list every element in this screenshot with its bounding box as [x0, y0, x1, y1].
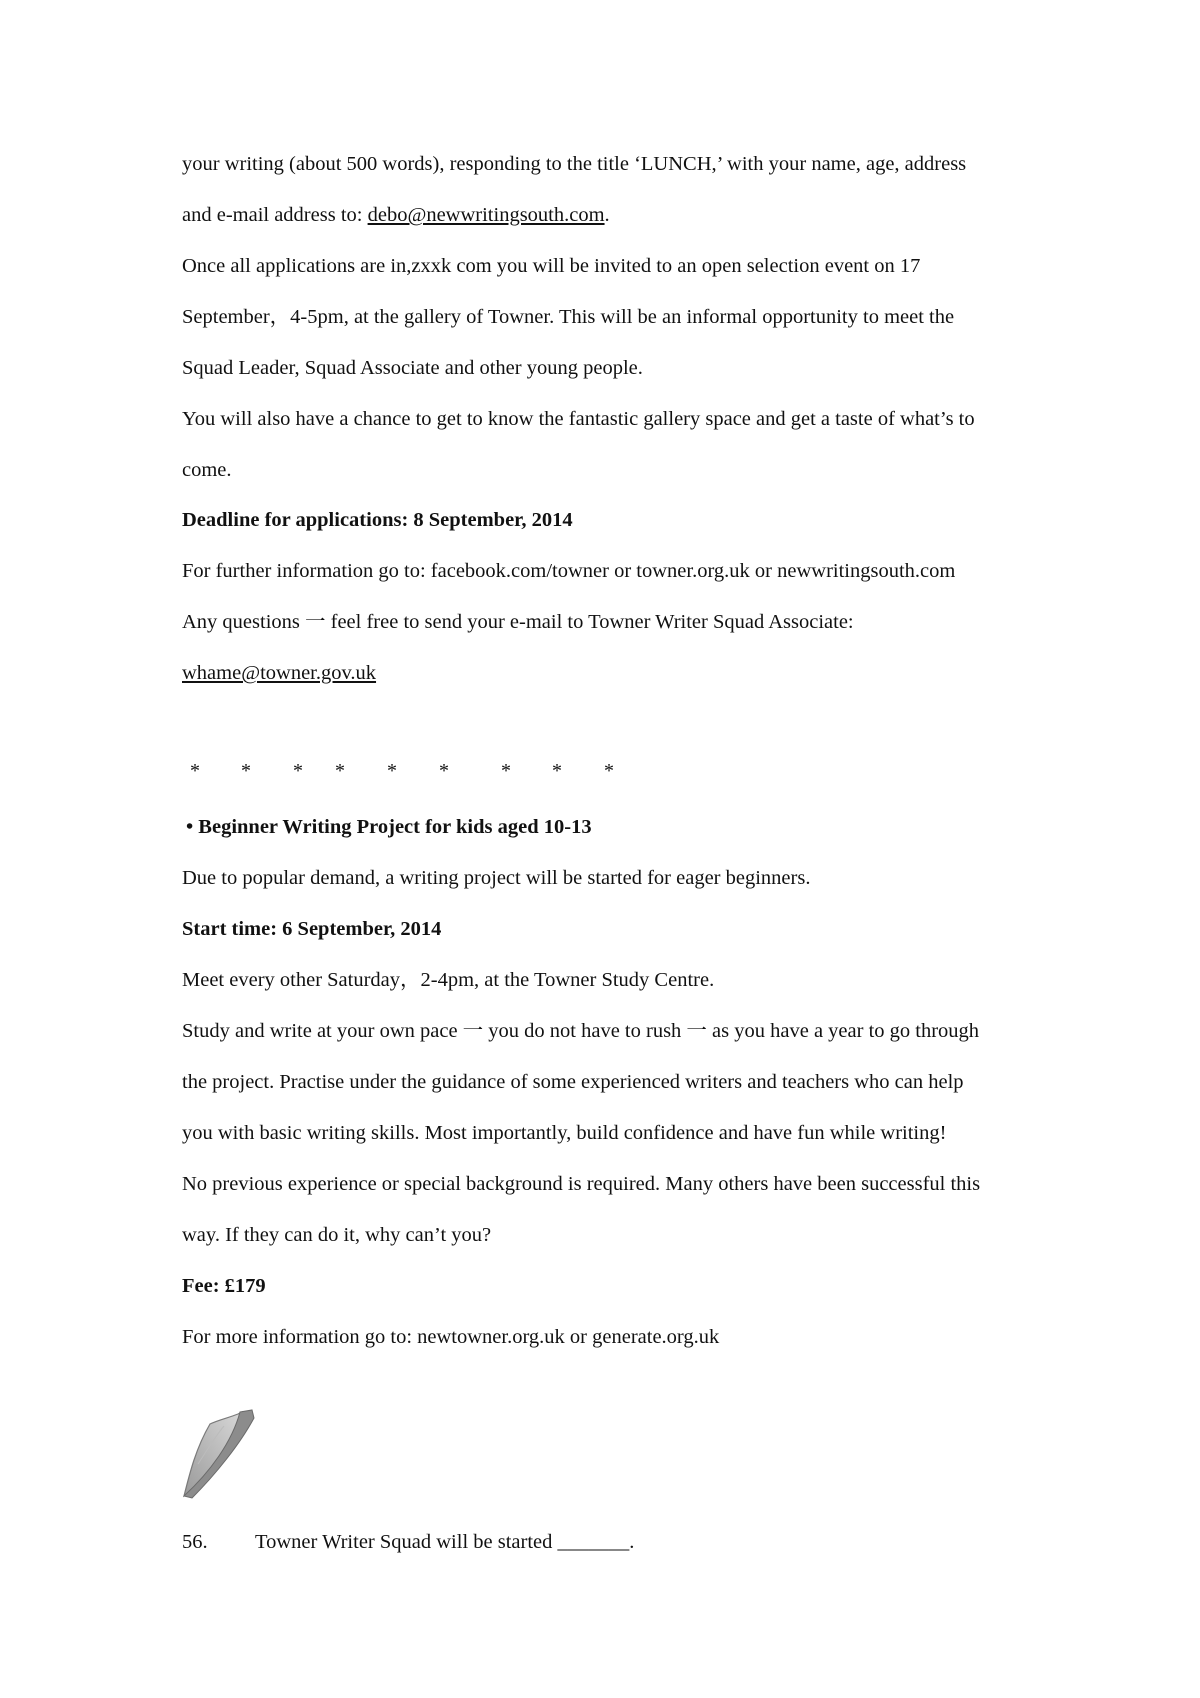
separator-star: * [387, 760, 397, 782]
question-number: 56. [182, 1531, 208, 1553]
text-line-2-prefix: and e-mail address to: [182, 204, 368, 226]
text-line-4: September，4-5pm, at the gallery of Towner. This will be an informal opportunity to meet the [182, 306, 955, 328]
questions-line: Any questions 一 feel free to send your e-mail to Towner Writer Squad Associate: [182, 611, 854, 633]
start-time-heading: Start time: 6 September, 2014 [182, 918, 442, 940]
question-text: Towner Writer Squad will be started _______. [255, 1531, 635, 1553]
text-line-2-suffix: . [604, 204, 610, 226]
separator-star: * [439, 760, 449, 782]
text-line-3: Once all applications are in,zxxk com you will be invited to an open selection event on 17 [182, 255, 921, 277]
separator-star: * [604, 760, 614, 782]
text-line-5: Squad Leader, Squad Associate and other young people. [182, 357, 643, 379]
separator-star: * [552, 760, 562, 782]
star-separator [182, 760, 642, 788]
text-line-1: your writing (about 500 words), responding to the title ‘LUNCH,’ with your name, age, address [182, 153, 967, 175]
study-line-2: the project. Practise under the guidance of some experienced writers and teachers who can help [182, 1071, 964, 1093]
more-info-line: For more information go to: newtowner.org.uk or generate.org.uk [182, 1326, 720, 1348]
beginner-heading: • Beginner Writing Project for kids aged 10-13 [186, 816, 592, 838]
text-line-2 [182, 201, 1050, 229]
separator-star: * [335, 760, 345, 782]
meet-line: Meet every other Saturday，2-4pm, at the Towner Study Centre. [182, 969, 715, 991]
debo-email-link[interactable]: debo@newwritingsouth.com [367, 204, 605, 226]
separator-star: * [190, 760, 200, 782]
whame-email-link[interactable]: whame@towner.gov.uk [182, 662, 377, 684]
further-info: For further information go to: facebook.com/towner or towner.org.uk or newwritingsouth.com [182, 560, 956, 582]
separator-star: * [293, 760, 303, 782]
demand-line: Due to popular demand, a writing project will be started for eager beginners. [182, 867, 811, 889]
separator-star: * [501, 760, 511, 782]
fee-heading: Fee: £179 [182, 1275, 266, 1297]
deadline-heading: Deadline for applications: 8 September, 2014 [182, 509, 573, 531]
no-experience-line-2: way. If they can do it, why can’t you? [182, 1224, 492, 1246]
text-line-6: You will also have a chance to get to know the fantastic gallery space and get a taste of what’s to [182, 408, 975, 430]
separator-star: * [241, 760, 251, 782]
no-experience-line-1: No previous experience or special background is required. Many others have been successful this [182, 1173, 981, 1195]
study-line-1: Study and write at your own pace 一 you do not have to rush 一 as you have a year to go through [182, 1020, 980, 1042]
feather-icon [180, 1408, 258, 1500]
text-line-7: come. [182, 459, 232, 481]
study-line-3: you with basic writing skills. Most importantly, build confidence and have fun while writing! [182, 1122, 947, 1144]
